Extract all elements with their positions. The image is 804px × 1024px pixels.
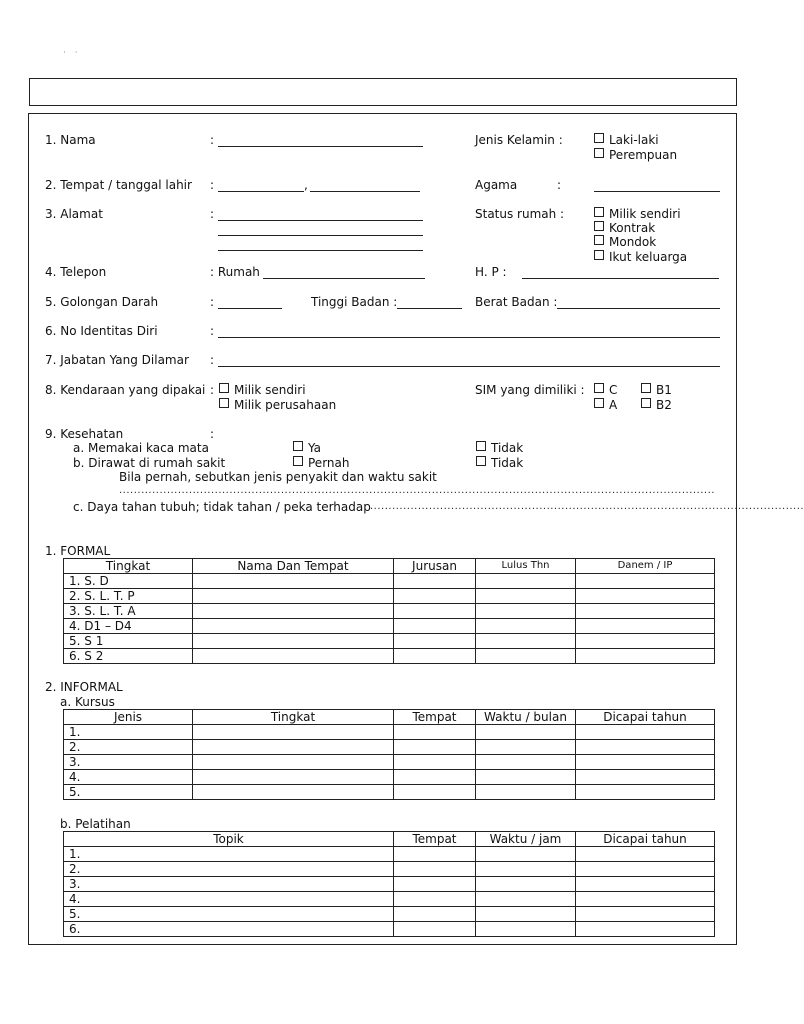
option-label: Milik sendiri <box>234 383 306 397</box>
colon: : <box>210 133 215 147</box>
option-rumah-sakit-pernah[interactable] <box>293 456 349 470</box>
table-cell[interactable] <box>193 755 394 770</box>
table-row <box>64 907 715 922</box>
label-alamat: 3. Alamat <box>45 207 103 221</box>
checkbox-icon[interactable] <box>594 207 604 217</box>
table-cell[interactable] <box>394 649 476 664</box>
table-cell[interactable] <box>193 725 394 740</box>
checkbox-icon[interactable] <box>476 441 486 451</box>
table-cell[interactable] <box>476 604 576 619</box>
table-cell[interactable] <box>576 877 715 892</box>
alamat-line-2[interactable] <box>218 235 423 236</box>
table-cell[interactable] <box>193 634 394 649</box>
penyakit-input-line[interactable]: .................................................................................................................................................................. <box>119 485 715 496</box>
table-cell[interactable] <box>576 862 715 877</box>
table-cell[interactable] <box>576 755 715 770</box>
checkbox-icon[interactable] <box>594 148 604 158</box>
table-cell[interactable] <box>394 755 476 770</box>
option-label: A <box>609 398 618 412</box>
table-row <box>64 634 715 649</box>
formal-header-lulus: Lulus Thn <box>476 559 576 574</box>
row-label: 1. <box>64 847 394 862</box>
table-cell[interactable] <box>576 770 715 785</box>
option-kendaraan-milik-sendiri[interactable] <box>219 383 306 397</box>
checkbox-icon[interactable] <box>476 456 486 466</box>
table-cell[interactable] <box>576 634 715 649</box>
table-row <box>64 847 715 862</box>
table-cell[interactable] <box>576 847 715 862</box>
table-cell[interactable] <box>476 785 576 800</box>
table-cell[interactable] <box>576 740 715 755</box>
table-cell[interactable] <box>476 892 576 907</box>
table-cell[interactable] <box>476 740 576 755</box>
table-row <box>64 877 715 892</box>
table-cell[interactable] <box>193 770 394 785</box>
table-cell[interactable] <box>476 770 576 785</box>
kursus-title: a. Kursus <box>60 695 115 709</box>
row-label: 5. S 1 <box>64 634 193 649</box>
colon: : <box>210 207 215 221</box>
label-sim: SIM yang dimiliki : <box>475 383 585 397</box>
row-label: 5. <box>64 785 193 800</box>
jabatan-line[interactable] <box>218 366 720 367</box>
pelatihan-header-waktu: Waktu / jam <box>476 832 576 847</box>
kursus-header-row <box>64 710 715 725</box>
formal-header-danem: Danem / IP <box>576 559 715 574</box>
colon: : <box>210 324 215 338</box>
table-row <box>64 589 715 604</box>
checkbox-icon[interactable] <box>594 133 604 143</box>
option-label: B2 <box>656 398 672 412</box>
label-telepon: 4. Telepon <box>45 265 107 279</box>
table-row <box>64 740 715 755</box>
telepon-line[interactable] <box>263 278 425 279</box>
table-cell[interactable] <box>394 785 476 800</box>
table-row <box>64 785 715 800</box>
option-ikut-keluarga[interactable] <box>594 250 687 264</box>
table-row <box>64 649 715 664</box>
row-label: 3. S. L. T. A <box>64 604 193 619</box>
table-cell[interactable] <box>476 862 576 877</box>
row-label: 2. <box>64 740 193 755</box>
table-cell[interactable] <box>576 725 715 740</box>
kursus-header-waktu: Waktu / bulan <box>476 710 576 725</box>
label-jabatan: 7. Jabatan Yang Dilamar <box>45 353 189 367</box>
pelatihan-header-tempat: Tempat <box>394 832 476 847</box>
label-berat-badan: Berat Badan : <box>475 295 558 309</box>
table-cell[interactable] <box>193 619 394 634</box>
table-cell[interactable] <box>394 604 476 619</box>
table-row <box>64 755 715 770</box>
option-label: Milik sendiri <box>609 207 681 221</box>
formal-header-nama-tempat: Nama Dan Tempat <box>193 559 394 574</box>
table-row <box>64 770 715 785</box>
checkbox-icon[interactable] <box>594 398 604 408</box>
golongan-darah-line[interactable] <box>218 308 282 309</box>
option-mondok[interactable] <box>594 235 656 249</box>
option-sim-b2[interactable] <box>641 398 672 412</box>
option-kaca-mata-tidak[interactable] <box>476 441 523 455</box>
table-cell[interactable] <box>394 907 476 922</box>
table-row <box>64 574 715 589</box>
option-label: C <box>609 383 618 397</box>
hp-line[interactable] <box>522 278 719 279</box>
tinggi-badan-line[interactable] <box>397 308 462 309</box>
table-cell[interactable] <box>394 574 476 589</box>
tempat-lahir-line[interactable] <box>218 191 304 192</box>
option-label: Ikut keluarga <box>609 250 688 264</box>
table-cell[interactable] <box>476 847 576 862</box>
label-agama: Agama <box>475 178 518 192</box>
table-cell[interactable] <box>394 740 476 755</box>
colon: : <box>210 427 215 441</box>
table-cell[interactable] <box>576 892 715 907</box>
pelatihan-title: b. Pelatihan <box>60 817 131 831</box>
table-cell[interactable] <box>193 604 394 619</box>
berat-badan-line[interactable] <box>557 308 720 309</box>
checkbox-icon[interactable] <box>594 221 604 231</box>
faint-dots-mark: · · <box>63 48 81 58</box>
label-nama: 1. Nama <box>45 133 96 147</box>
informal-title: 2. INFORMAL <box>45 680 123 694</box>
daya-tahan-input-line[interactable]: ...................................................................................................................... <box>370 501 804 512</box>
option-label: B1 <box>656 383 672 397</box>
table-cell[interactable] <box>394 725 476 740</box>
table-cell[interactable] <box>394 892 476 907</box>
table-cell[interactable] <box>394 770 476 785</box>
table-cell[interactable] <box>193 574 394 589</box>
table-cell[interactable] <box>394 862 476 877</box>
row-label: 6. <box>64 922 394 937</box>
row-label: 4. <box>64 770 193 785</box>
table-cell[interactable] <box>576 922 715 937</box>
table-cell[interactable] <box>394 922 476 937</box>
table-cell[interactable] <box>193 785 394 800</box>
option-label: Tidak <box>491 441 524 455</box>
kursus-header-jenis: Jenis <box>64 710 193 725</box>
table-cell[interactable] <box>193 649 394 664</box>
table-cell[interactable] <box>476 619 576 634</box>
option-perempuan-label: Perempuan <box>609 148 678 162</box>
telepon-rumah-prefix: : Rumah <box>210 265 260 279</box>
ttl-separator: , <box>304 178 308 192</box>
table-cell[interactable] <box>576 649 715 664</box>
table-cell[interactable] <box>476 907 576 922</box>
table-cell[interactable] <box>476 649 576 664</box>
formal-table <box>63 558 715 664</box>
label-status-rumah: Status rumah : <box>475 207 565 221</box>
label-hp: H. P : <box>475 265 507 279</box>
label-kaca-mata: a. Memakai kaca mata <box>73 441 209 455</box>
table-cell[interactable] <box>576 604 715 619</box>
label-tinggi-badan: Tinggi Badan : <box>311 295 398 309</box>
pelatihan-header-topik: Topik <box>64 832 394 847</box>
table-cell[interactable] <box>576 907 715 922</box>
option-kendaraan-milik-perusahaan[interactable] <box>219 398 336 412</box>
colon: : <box>210 178 215 192</box>
option-milik-sendiri[interactable] <box>594 207 681 221</box>
option-label: Pernah <box>308 456 350 470</box>
formal-header-jurusan: Jurusan <box>394 559 476 574</box>
table-row <box>64 725 715 740</box>
table-cell[interactable] <box>576 619 715 634</box>
row-label: 4. <box>64 892 394 907</box>
agama-line[interactable] <box>594 191 720 192</box>
label-daya-tahan: c. Daya tahan tubuh; tidak tahan / peka terhadap <box>73 500 371 514</box>
formal-title: 1. FORMAL <box>45 544 111 558</box>
row-label: 4. D1 – D4 <box>64 619 193 634</box>
pelatihan-header-dicapai: Dicapai tahun <box>576 832 715 847</box>
note-rumah-sakit: Bila pernah, sebutkan jenis penyakit dan waktu sakit <box>119 470 437 484</box>
option-label: Ya <box>308 441 322 455</box>
row-label: 2. S. L. T. P <box>64 589 193 604</box>
alamat-line-3[interactable] <box>218 250 423 251</box>
table-row <box>64 604 715 619</box>
formal-header-row <box>64 559 715 574</box>
table-cell[interactable] <box>394 589 476 604</box>
table-cell[interactable] <box>476 589 576 604</box>
option-kaca-mata-ya[interactable] <box>293 441 321 455</box>
label-ttl: 2. Tempat / tanggal lahir <box>45 178 192 192</box>
label-golongan-darah: 5. Golongan Darah <box>45 295 159 309</box>
colon: : <box>210 295 215 309</box>
label-kendaraan: 8. Kendaraan yang dipakai <box>45 383 206 397</box>
table-cell[interactable] <box>476 922 576 937</box>
table-cell[interactable] <box>394 847 476 862</box>
option-laki-laki[interactable] <box>594 133 659 147</box>
option-label: Tidak <box>491 456 524 470</box>
option-label: Kontrak <box>609 221 656 235</box>
row-label: 3. <box>64 755 193 770</box>
alamat-line-1[interactable] <box>218 220 423 221</box>
table-cell[interactable] <box>476 634 576 649</box>
pelatihan-table <box>63 831 715 937</box>
option-rumah-sakit-tidak[interactable] <box>476 456 523 470</box>
colon: : <box>210 353 215 367</box>
table-cell[interactable] <box>476 725 576 740</box>
table-cell[interactable] <box>394 877 476 892</box>
kursus-table <box>63 709 715 800</box>
colon: : <box>557 178 562 192</box>
table-row <box>64 922 715 937</box>
table-cell[interactable] <box>394 634 476 649</box>
table-cell[interactable] <box>576 574 715 589</box>
option-kontrak[interactable] <box>594 221 655 235</box>
checkbox-icon[interactable] <box>641 398 651 408</box>
row-label: 6. S 2 <box>64 649 193 664</box>
option-label: Milik perusahaan <box>234 398 337 412</box>
table-row <box>64 619 715 634</box>
formal-header-tingkat: Tingkat <box>64 559 193 574</box>
header-box <box>29 78 737 106</box>
table-cell[interactable] <box>193 740 394 755</box>
table-cell[interactable] <box>476 755 576 770</box>
label-no-identitas: 6. No Identitas Diri <box>45 324 158 338</box>
option-sim-a[interactable] <box>594 398 617 412</box>
table-cell[interactable] <box>476 877 576 892</box>
option-label: Mondok <box>609 235 657 249</box>
nama-input-line[interactable] <box>218 146 423 147</box>
label-jenis-kelamin: Jenis Kelamin : <box>475 133 563 147</box>
table-cell[interactable] <box>193 589 394 604</box>
row-label: 1. S. D <box>64 574 193 589</box>
row-label: 1. <box>64 725 193 740</box>
checkbox-icon[interactable] <box>594 383 604 393</box>
row-label: 3. <box>64 877 394 892</box>
option-sim-b1[interactable] <box>641 383 672 397</box>
tanggal-lahir-line[interactable] <box>310 191 420 192</box>
row-label: 2. <box>64 862 394 877</box>
option-sim-c[interactable] <box>594 383 617 397</box>
label-kesehatan: 9. Kesehatan <box>45 427 124 441</box>
option-perempuan[interactable] <box>594 148 677 162</box>
table-row <box>64 862 715 877</box>
checkbox-icon[interactable] <box>219 383 229 393</box>
checkbox-icon[interactable] <box>293 441 303 451</box>
kursus-header-tingkat: Tingkat <box>193 710 394 725</box>
table-cell[interactable] <box>394 619 476 634</box>
checkbox-icon[interactable] <box>594 235 604 245</box>
table-cell[interactable] <box>476 574 576 589</box>
table-row <box>64 892 715 907</box>
pelatihan-header-row <box>64 832 715 847</box>
kursus-header-tempat: Tempat <box>394 710 476 725</box>
table-cell[interactable] <box>576 589 715 604</box>
checkbox-icon[interactable] <box>641 383 651 393</box>
checkbox-icon[interactable] <box>219 398 229 408</box>
option-laki-laki-label: Laki-laki <box>609 133 659 147</box>
row-label: 5. <box>64 907 394 922</box>
colon: : <box>210 383 215 397</box>
label-rumah-sakit: b. Dirawat di rumah sakit <box>73 456 226 470</box>
no-identitas-line[interactable] <box>218 337 720 338</box>
checkbox-icon[interactable] <box>293 456 303 466</box>
checkbox-icon[interactable] <box>594 250 604 260</box>
kursus-header-dicapai: Dicapai tahun <box>576 710 715 725</box>
table-cell[interactable] <box>576 785 715 800</box>
